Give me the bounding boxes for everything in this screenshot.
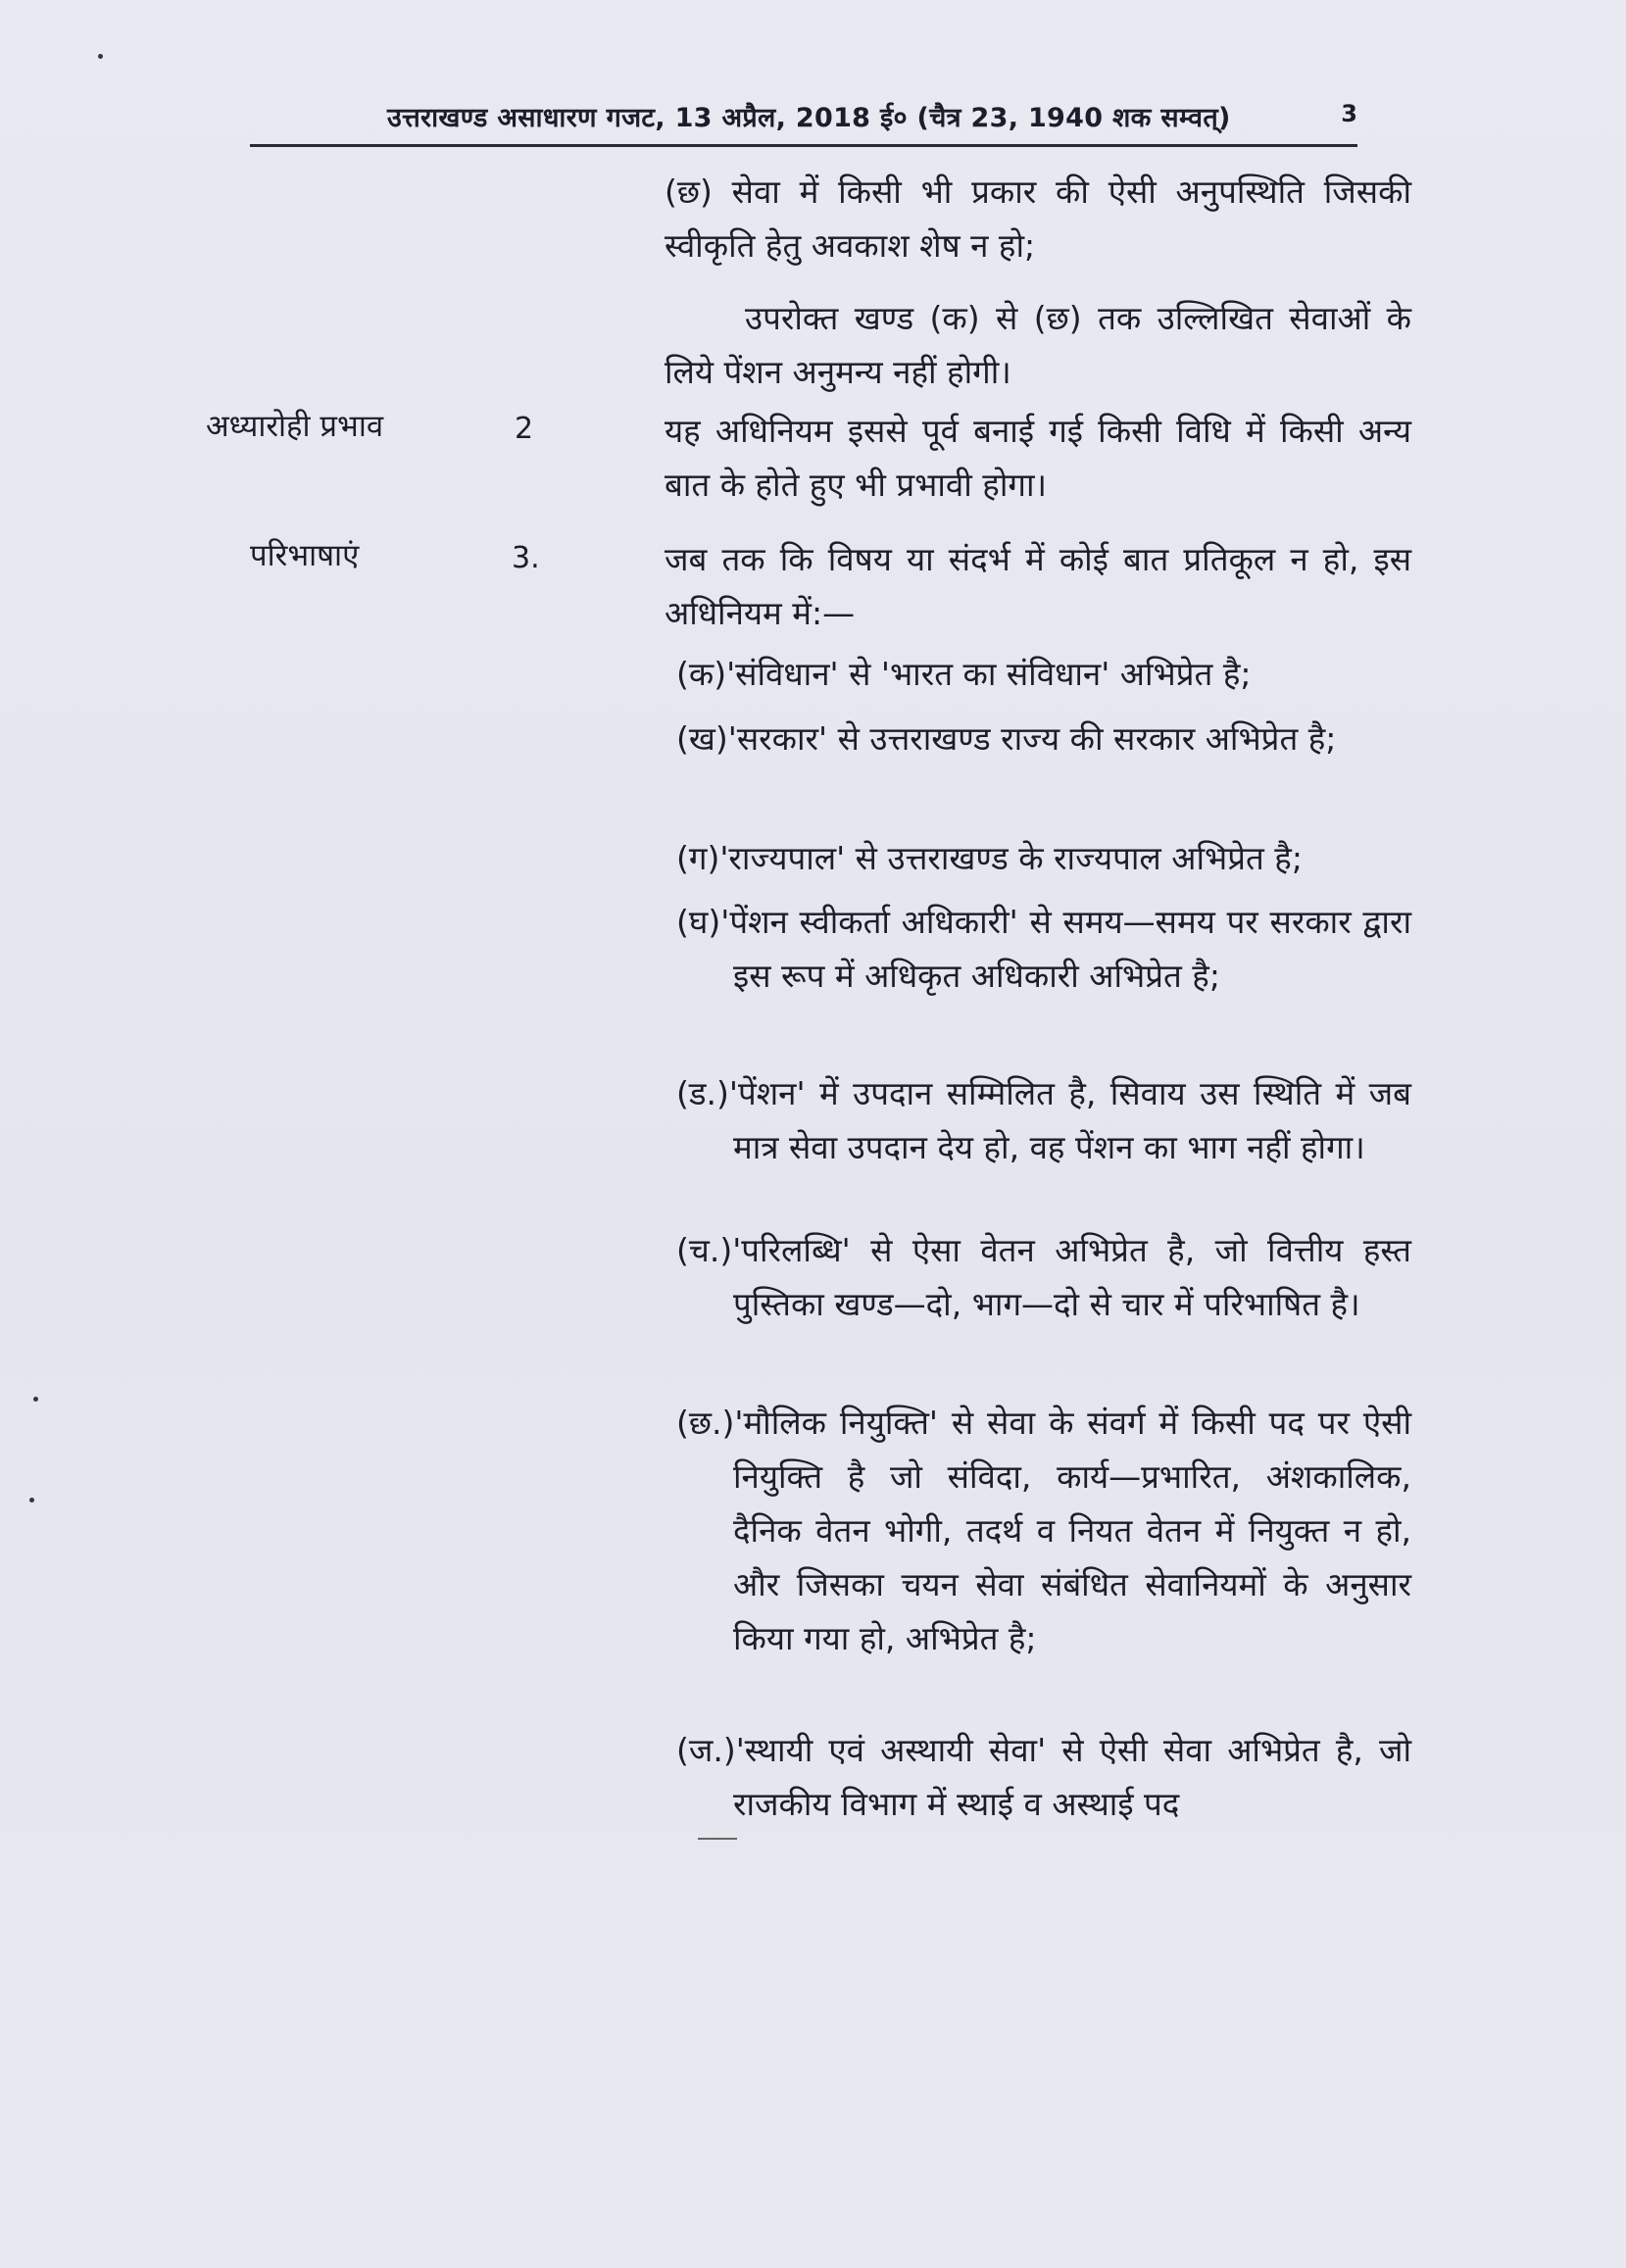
header-rule (250, 144, 1357, 147)
section-2-text: यह अधिनियम इससे पूर्व बनाई गई किसी विधि में किसी अन्य बात के होते हुए भी प्रभावी होगा। (665, 412, 1411, 504)
definition-chha: (छ.)'मौलिक नियुक्ति' से सेवा के संवर्ग में किसी पद पर ऐसी नियुक्ति है जो संविदा, कार्य—प्रभारित, अंशकालिक, दैनिक वेतन भोगी, तदर्थ व नियत वेतन में नियुक्त न हो, और जिसका चयन सेवा संबंधित सेवानियमों के अनुसार किया गया हो, अभिप्रेत है; (676, 1404, 1411, 1657)
page-header (250, 98, 1357, 147)
scan-speck (33, 1397, 38, 1402)
exclusion-note: उपरोक्त खण्ड (क) से (छ) तक उल्लिखित सेवाओं के लिये पेंशन अनुमन्य नहीं होगी। (665, 299, 1411, 391)
footer-rule (698, 1838, 737, 1840)
section-3-intro: जब तक कि विषय या संदर्भ में कोई बात प्रतिकूल न हो, इस अधिनियम में:— (665, 540, 1411, 632)
section-2-number: 2 (515, 412, 534, 446)
section-3-number: 3. (512, 541, 540, 575)
definition-nga: (ड.)'पेंशन' में उपदान सम्मिलित है, सिवाय उस स्थिति में जब मात्र सेवा उपदान देय हो, वह पेंशन का भाग नहीं होगा। (676, 1074, 1411, 1166)
definition-ja: (ज.)'स्थायी एवं अस्थायी सेवा' से ऐसी सेवा अभिप्रेत है, जो राजकीय विभाग में स्थाई व अस्थाई पद (676, 1731, 1411, 1823)
section-2-side-heading: अध्यारोही प्रभाव (206, 409, 384, 444)
definition-cha: (च.)'परिलब्धि' से ऐसा वेतन अभिप्रेत है, जो वित्तीय हस्त पुस्तिका खण्ड—दो, भाग—दो से चार में परिभाषित है। (676, 1231, 1411, 1323)
scan-speck (29, 1498, 34, 1503)
page-number: 3 (1341, 100, 1357, 127)
definition-ga: (ग)'राज्यपाल' से उत्तराखण्ड के राज्यपाल अभिप्रेत है; (676, 839, 1303, 877)
definition-ka: (क)'संविधान' से 'भारत का संविधान' अभिप्रेत है; (676, 655, 1252, 693)
gazette-header-title: उत्तराखण्ड असाधारण गजट, 13 अप्रैल, 2018 ई० (चैत्र 23, 1940 शक सम्वत्) (387, 103, 1231, 133)
definition-kha: (ख)'सरकार' से उत्तराखण्ड राज्य की सरकार अभिप्रेत है; (676, 719, 1337, 758)
scan-speck (98, 54, 103, 59)
section-3-side-heading: परिभाषाएं (250, 538, 360, 573)
clause-chha-continuation: (छ) सेवा में किसी भी प्रकार की ऐसी अनुपस्थिति जिसकी स्वीकृति हेतु अवकाश शेष न हो; (665, 173, 1411, 265)
definition-gha: (घ)'पेंशन स्वीकर्ता अधिकारी' से समय—समय पर सरकार द्वारा इस रूप में अधिकृत अधिकारी अभिप्रेत है; (676, 903, 1411, 995)
